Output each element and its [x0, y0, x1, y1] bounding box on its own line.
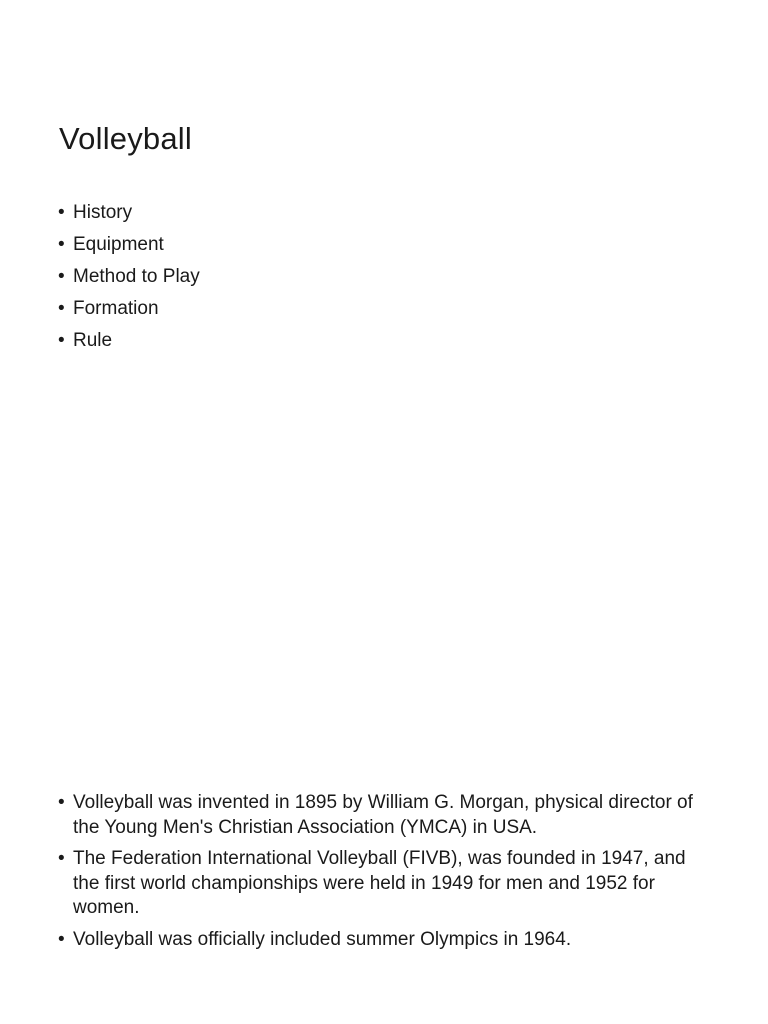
topic-item-method-to-play: • Method to Play	[58, 261, 200, 293]
topic-item-equipment: • Equipment	[58, 229, 200, 261]
history-point-olympics: • Volleyball was officially included summer Olympics in 1964.	[58, 928, 708, 953]
history-point-invention: • Volleyball was invented in 1895 by William G. Morgan, physical director of the Young Men's Christian Association (YMCA) in USA.	[58, 791, 708, 840]
topic-item-rule: • Rule	[58, 325, 200, 357]
history-point-fivb: • The Federation International Volleyball (FIVB), was founded in 1947, and the first world championships were held in 1949 for men and 1952 for women.	[58, 847, 708, 921]
topic-item-history: • History	[58, 197, 200, 229]
topic-item-formation: • Formation	[58, 293, 200, 325]
topic-list	[58, 197, 200, 357]
history-list	[58, 791, 708, 959]
slide-title: Volleyball	[59, 121, 192, 156]
